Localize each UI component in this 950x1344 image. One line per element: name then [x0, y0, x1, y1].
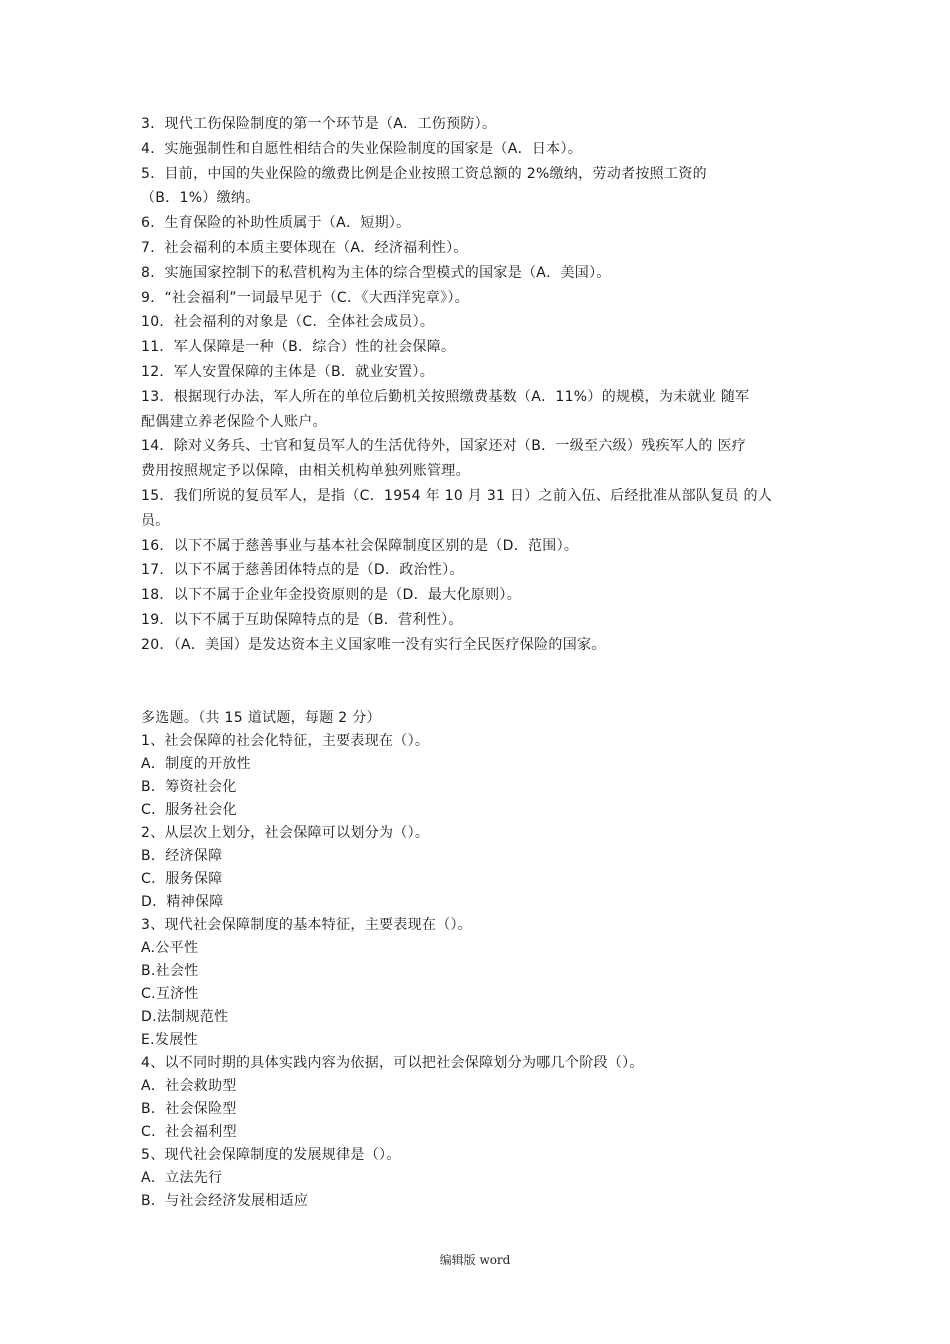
answer-line: 6．生育保险的补助性质属于（A．短期）。 — [141, 215, 411, 232]
answer-line: 12．军人安置保障的主体是（B．就业安置）。 — [141, 363, 435, 380]
answer-line: 13．根据现行办法，军人所在的单位后勤机关按照缴费基数（A．11%）的规模，为未就业 随军 — [141, 388, 750, 405]
answer-line: （B．1%）缴纳。 — [141, 190, 260, 207]
option-line: A．立法先行 — [141, 1169, 223, 1186]
option-line: C.互济性 — [141, 985, 199, 1002]
answer-line: 14．除对义务兵、士官和复员军人的生活优待外，国家还对（B．一级至六级）残疾军人的 医疗 — [141, 438, 747, 455]
option-line: A．制度的开放性 — [141, 755, 251, 772]
answer-line: 7．社会福利的本质主要体现在（A．经济福利性）。 — [141, 239, 468, 256]
answer-line: 费用按照规定予以保障，由相关机构单独列账管理。 — [141, 463, 470, 480]
answer-line: 员。 — [141, 512, 170, 529]
answer-line: 3．现代工伤保险制度的第一个环节是（A．工伤预防）。 — [141, 116, 497, 132]
option-line: C．服务社会化 — [141, 801, 237, 818]
answer-line: 17．以下不属于慈善团体特点的是（D．政治性）。 — [141, 562, 464, 579]
option-line: D．精神保障 — [141, 893, 224, 910]
option-line: E.发展性 — [141, 1031, 198, 1048]
option-line: B．筹资社会化 — [141, 778, 237, 795]
option-line: B．经济保障 — [141, 847, 223, 864]
answer-line: 4．实施强制性和自愿性相结合的失业保险制度的国家是（A．日本）。 — [141, 140, 583, 157]
question-line: 5、现代社会保障制度的发展规律是（）。 — [141, 1146, 401, 1163]
answer-line: 20．（A．美国）是发达资本主义国家唯一没有实行全民医疗保险的国家。 — [141, 636, 606, 653]
answer-line: 配偶建立养老保险个人账户。 — [141, 413, 327, 430]
page-footer: 编辑版 word — [439, 1253, 511, 1267]
answer-line: 18．以下不属于企业年金投资原则的是（D．最大化原则）。 — [141, 587, 521, 604]
question-line: 3、现代社会保障制度的基本特征，主要表现在（）。 — [141, 916, 473, 933]
multi-choice-section — [141, 707, 821, 1213]
option-line: A.公平性 — [141, 939, 199, 956]
option-line: B.社会性 — [141, 962, 199, 979]
answer-line: 8．实施国家控制下的私营机构为主体的综合型模式的国家是（A．美国）。 — [141, 264, 611, 281]
document-body — [141, 112, 821, 1213]
option-line: A．社会救助型 — [141, 1077, 237, 1094]
answer-line: 16．以下不属于慈善事业与基本社会保障制度区别的是（D．范围）。 — [141, 537, 579, 554]
answer-line: 11．军人保障是一种（B．综合）性的社会保障。 — [141, 339, 456, 356]
question-line: 1、社会保障的社会化特征，主要表现在（）。 — [141, 732, 430, 749]
option-line: C．服务保障 — [141, 870, 223, 887]
answer-line: 10．社会福利的对象是（C．全体社会成员）。 — [141, 314, 435, 331]
answer-line: 5．目前，中国的失业保险的缴费比例是企业按照工资总额的 2%缴纳，劳动者按照工资的 — [141, 165, 707, 182]
option-line: D.法制规范性 — [141, 1008, 229, 1025]
answer-line: 15．我们所说的复员军人，是指（C．1954 年 10 月 31 日）之前入伍、后经批准从部队复员 的人 — [141, 487, 773, 504]
option-line: B．社会保险型 — [141, 1100, 237, 1117]
answer-line: 9．“社会福利”一词最早见于（C．《大西洋宪章》）。 — [141, 289, 469, 306]
section-heading: 多选题。（共 15 道试题，每题 2 分） — [141, 709, 381, 726]
single-choice-answers — [141, 112, 821, 658]
option-line: C．社会福利型 — [141, 1123, 237, 1140]
answer-line: 19．以下不属于互助保障特点的是（B．营利性）。 — [141, 611, 463, 628]
question-line: 2、从层次上划分，社会保障可以划分为（）。 — [141, 824, 430, 841]
option-line: B．与社会经济发展相适应 — [141, 1192, 309, 1209]
question-line: 4、以不同时期的具体实践内容为依据，可以把社会保障划分为哪几个阶段（）。 — [141, 1054, 644, 1071]
section-gap — [141, 658, 821, 707]
